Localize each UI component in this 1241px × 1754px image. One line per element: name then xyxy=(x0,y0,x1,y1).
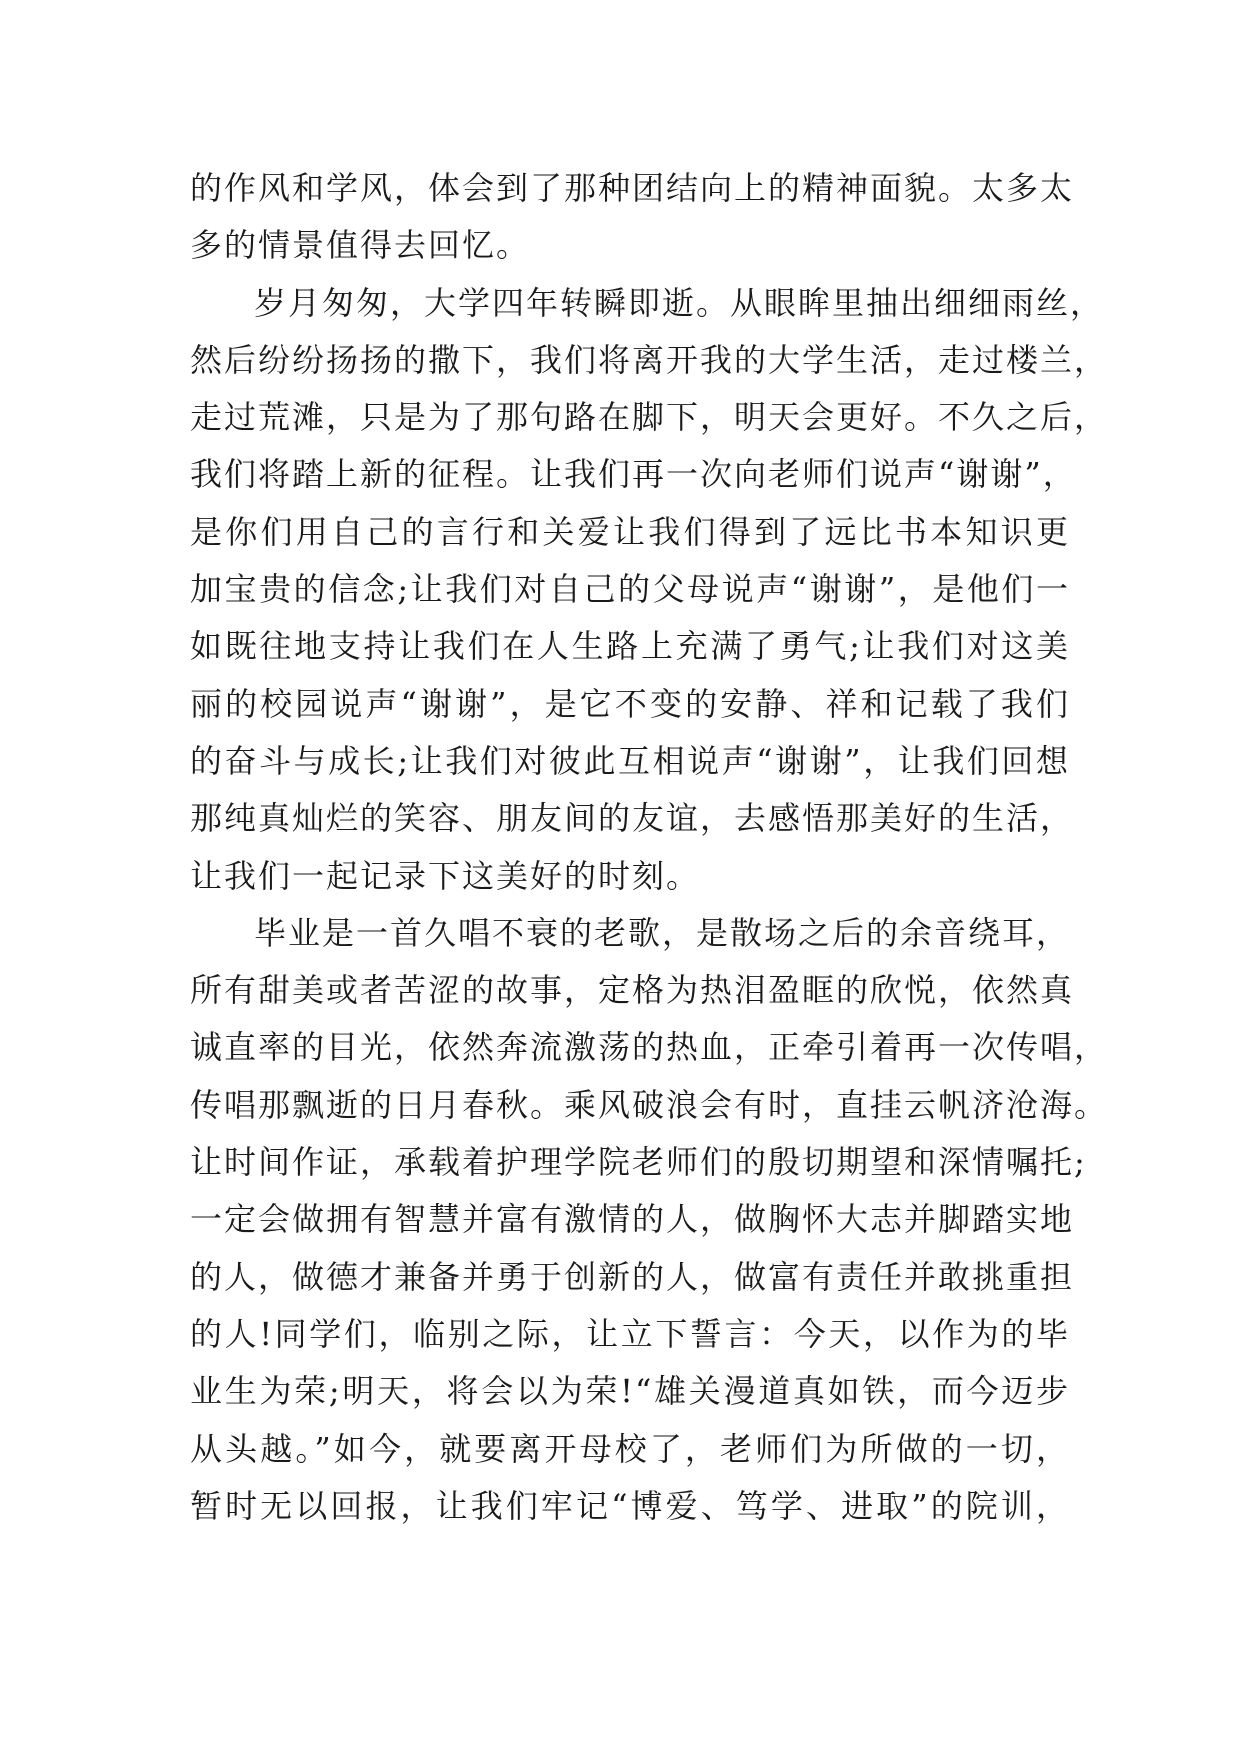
paragraph-2-line-5: 是你们用自己的言行和关爱让我们得到了远比书本知识更 xyxy=(190,512,1070,551)
paragraph-3-line-3: 诚直率的目光，依然奔流激荡的热血，正牵引着再一次传唱， xyxy=(190,1028,1109,1067)
paragraph-3-line-9: 业生为荣;明天，将会以为荣!“雄关漫道真如铁，而今迈步 xyxy=(190,1372,1070,1411)
paragraph-3-line-11: 暂时无以回报，让我们牢记“博爱、笃学、进取”的院训， xyxy=(190,1486,1070,1525)
paragraph-1-line-2: 多的情景值得去回忆。 xyxy=(190,226,531,265)
paragraph-3-line-6: 一定会做拥有智慧并富有激情的人，做胸怀大志并脚踏实地 xyxy=(190,1200,1075,1239)
paragraph-2-line-7: 如既往地支持让我们在人生路上充满了勇气;让我们对这美 xyxy=(190,627,1070,666)
paragraph-3-line-10: 从头越。”如今，就要离开母校了，老师们为所做的一切， xyxy=(190,1429,1070,1468)
paragraph-2-line-4: 我们将踏上新的征程。让我们再一次向老师们说声“谢谢”， xyxy=(190,455,1077,494)
paragraph-2-line-9: 的奋斗与成长;让我们对彼此互相说声“谢谢”，让我们回想 xyxy=(190,741,1070,780)
paragraph-2-line-3: 走过荒滩，只是为了那句路在脚下，明天会更好。不久之后， xyxy=(190,398,1109,437)
paragraph-2-line-1: 岁月匆匆，大学四年转瞬即逝。从眼眸里抽出细细雨丝， xyxy=(254,283,1105,322)
paragraph-3-line-4: 传唱那飘逝的日月春秋。乘风破浪会有时，直挂云帆济沧海。 xyxy=(190,1085,1109,1124)
paragraph-2-line-6: 加宝贵的信念;让我们对自己的父母说声“谢谢”，是他们一 xyxy=(190,570,1070,609)
paragraph-3-line-2: 所有甜美或者苦涩的故事，定格为热泪盈眶的欣悦，依然真 xyxy=(190,971,1075,1010)
paragraph-1-line-1: 的作风和学风，体会到了那种团结向上的精神面貌。太多太 xyxy=(190,169,1075,207)
paragraph-2-line-8: 丽的校园说声“谢谢”，是它不变的安静、祥和记载了我们 xyxy=(190,684,1070,723)
paragraph-3-line-5: 让时间作证，承载着护理学院老师们的殷切期望和深情嘱托; xyxy=(190,1143,1087,1182)
paragraph-3-line-8: 的人!同学们，临别之际，让立下誓言：今天，以作为的毕 xyxy=(190,1314,1070,1353)
body-text xyxy=(190,160,1109,1535)
paragraph-3-line-1: 毕业是一首久唱不衰的老歌，是散场之后的余音绕耳， xyxy=(254,913,1071,952)
paragraph-2-line-2: 然后纷纷扬扬的撒下，我们将离开我的大学生活，走过楼兰， xyxy=(190,340,1109,379)
paragraph-2-line-11: 让我们一起记录下这美好的时刻。 xyxy=(190,856,701,895)
paragraph-2-line-10: 那纯真灿烂的笑容、朋友间的友谊，去感悟那美好的生活， xyxy=(190,799,1075,838)
paragraph-3-line-7: 的人，做德才兼备并勇于创新的人，做富有责任并敢挑重担 xyxy=(190,1257,1075,1296)
